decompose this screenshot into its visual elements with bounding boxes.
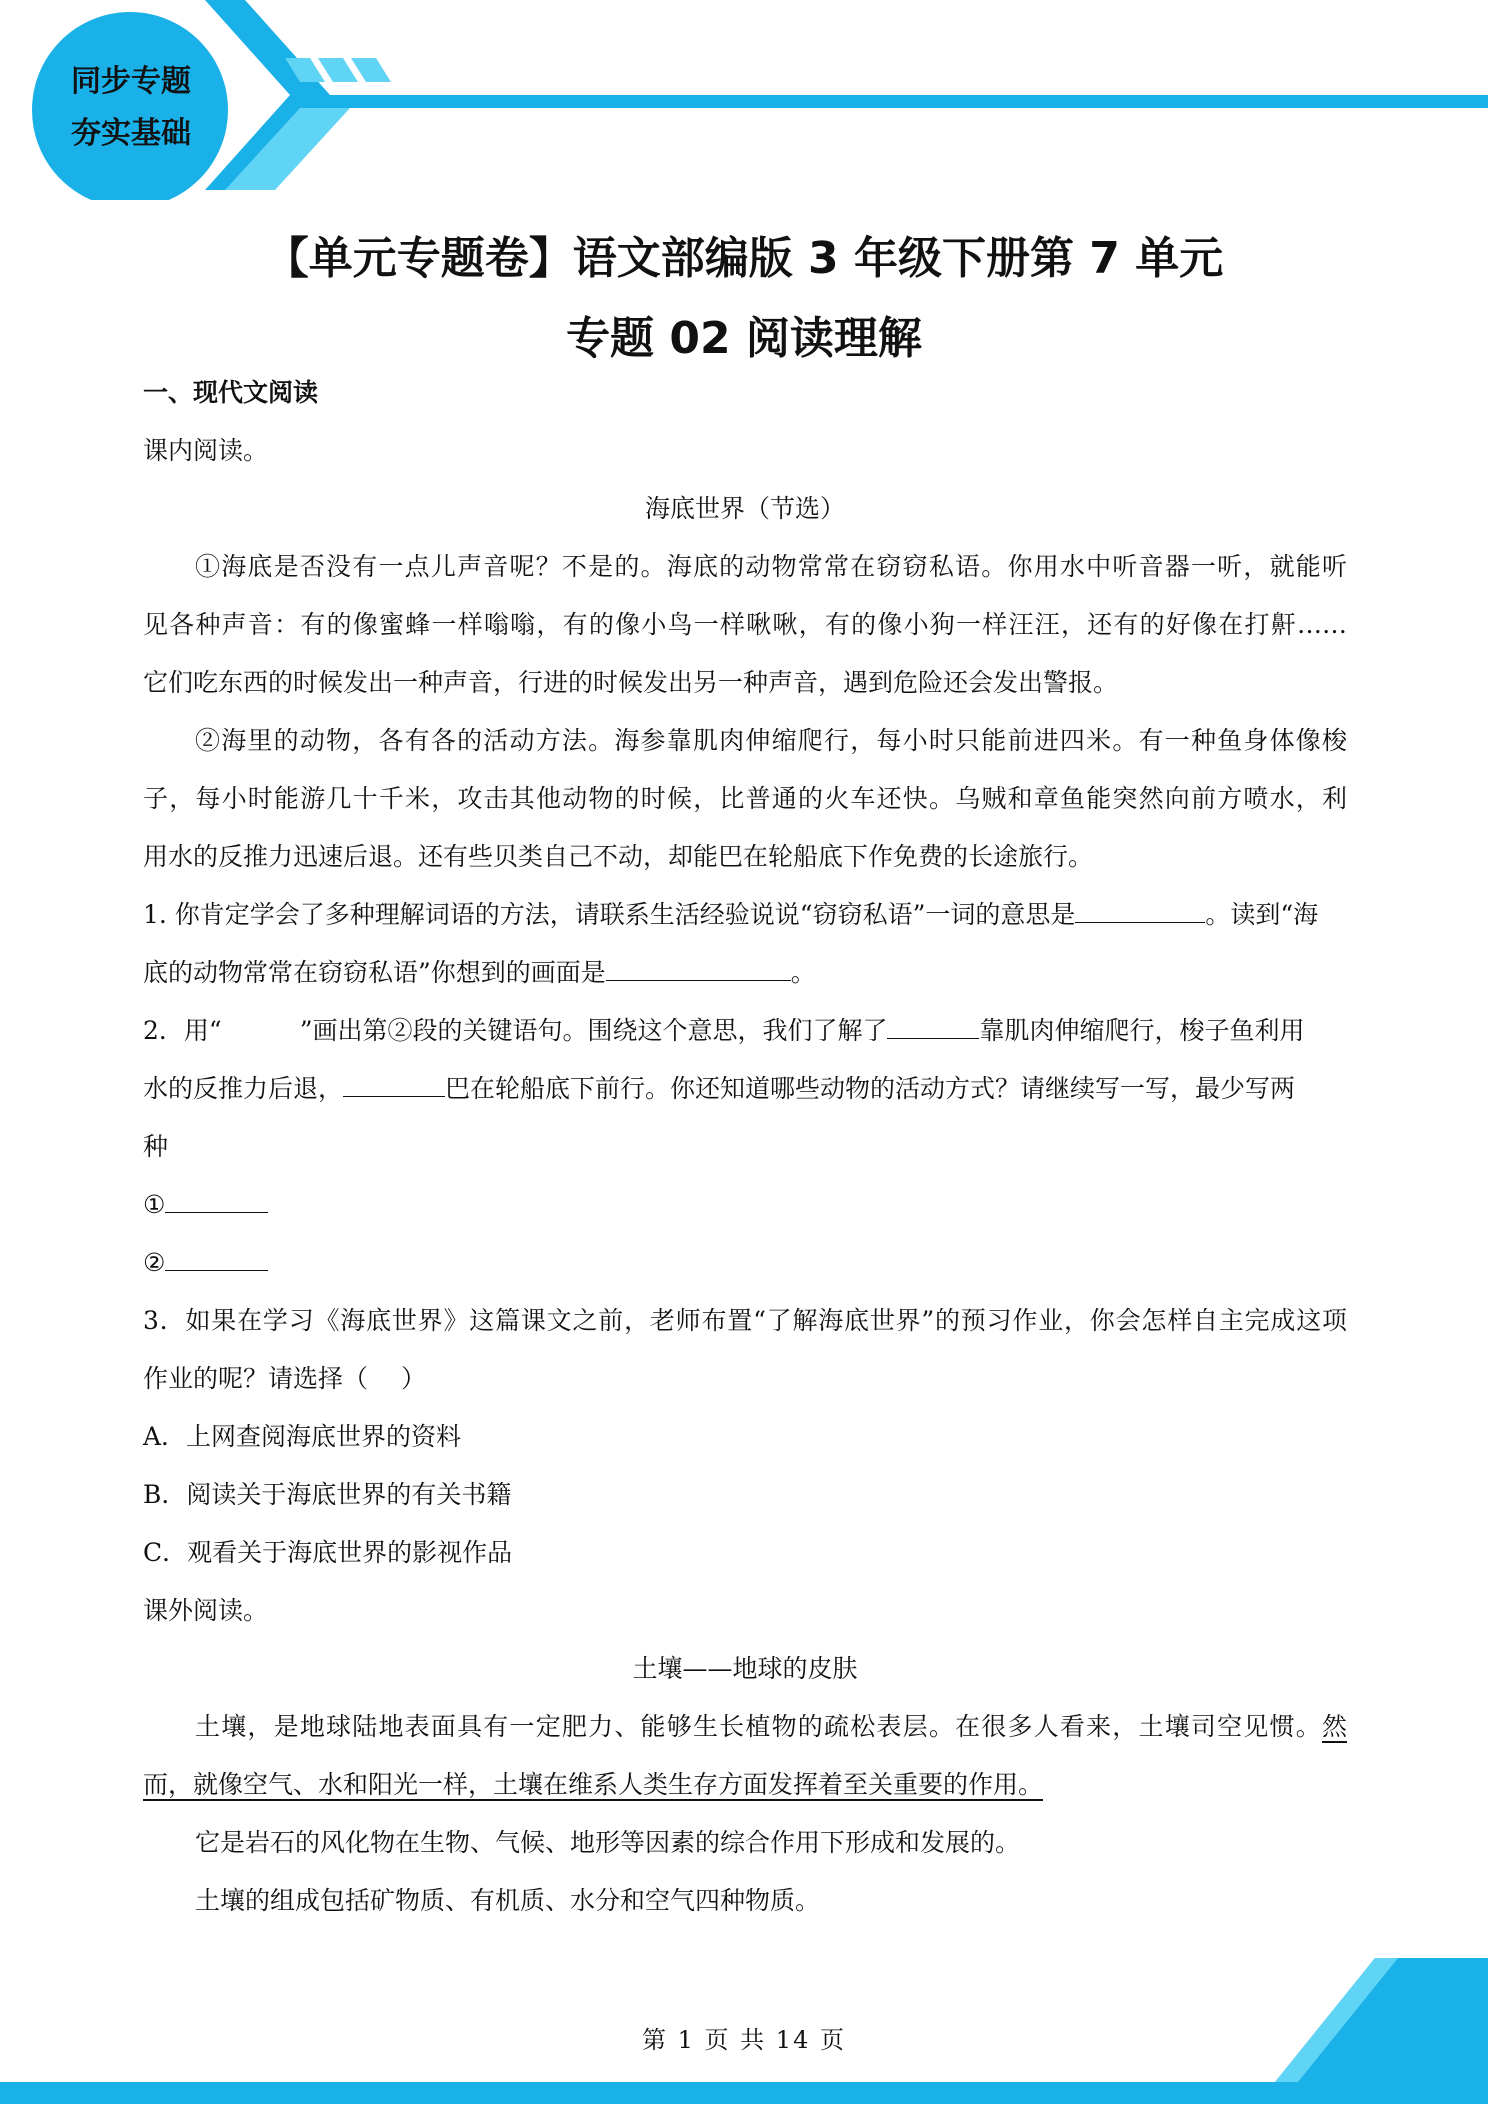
q2-answer-blank-1[interactable] [887, 1016, 979, 1039]
passage1-paragraph2 [143, 712, 1347, 886]
p3-underlined-text: 而，就像空气、水和阳光一样，土壤在维系人类生存方面发挥着至关重要的作用。 [143, 1770, 1044, 1799]
q2-answer-blank-3[interactable] [165, 1190, 268, 1213]
q3-text: 3．如果在学习《海底世界》这篇课文之前，老师布置“了解海底世界”的预习作业，你会怎样自主完成这项 [143, 1306, 1347, 1335]
question-3 [143, 1292, 1347, 1582]
q1-text: 。读到“海 [1205, 900, 1319, 929]
header-badge [36, 28, 226, 188]
intro-out-class: 课外阅读。 [143, 1596, 269, 1625]
q1-answer-blank-1[interactable] [1075, 900, 1205, 923]
q3-option-c[interactable]: C．观看关于海底世界的影视作品 [143, 1538, 513, 1567]
q2-answer-blank-2[interactable] [343, 1074, 445, 1097]
passage2-paragraph3: 土壤的组成包括矿物质、有机质、水分和空气四种物质。 [195, 1886, 821, 1915]
q2-option-label: ① [143, 1190, 166, 1219]
document-subtitle: 专题 02 阅读理解 [566, 313, 922, 364]
p2-line: 用水的反推力迅速后退。还有些贝类自己不动，却能巴在轮船底下作免费的长途旅行。 [143, 842, 1094, 871]
p1-line: 见各种声音：有的像蜜蜂一样嗡嗡，有的像小鸟一样啾啾，有的像小狗一样汪汪，还有的好像在打鼾…… [143, 610, 1347, 639]
q2-answer-blank-4[interactable] [165, 1248, 268, 1271]
q2-text: 水的反推力后退， [143, 1074, 344, 1103]
page-number: 第 1 页 共 14 页 [642, 2026, 846, 2054]
p2-line: ②海里的动物，各有各的活动方法。海参靠肌肉伸缩爬行，每小时只能前进四米。有一种鱼身体像梭 [195, 726, 1347, 755]
passage2-title: 土壤——地球的皮肤 [632, 1654, 858, 1683]
intro-in-class: 课内阅读。 [143, 436, 269, 465]
passage2-paragraph1 [143, 1698, 1347, 1814]
q1-text: 底的动物常常在窃窃私语”你想到的画面是 [143, 958, 606, 987]
q2-text: 靠肌肉伸缩爬行，梭子鱼利用 [979, 1016, 1305, 1045]
p1-line: 它们吃东西的时候发出一种声音，行进的时候发出另一种声音，遇到危险还会发出警报。 [143, 668, 1119, 697]
q3-option-a[interactable]: A．上网查阅海底世界的资料 [143, 1422, 462, 1451]
q2-text: ”画出第②段的关键语句。围绕这个意思，我们了解了 [299, 1016, 888, 1045]
q3-text: 作业的呢？请选择（ ） [143, 1364, 426, 1393]
passage1-paragraph1 [143, 538, 1347, 712]
question-1 [143, 886, 1347, 1002]
q2-text: 2．用“ [143, 1016, 222, 1045]
p3-text: 土壤，是地球陆地表面具有一定肥力、能够生长植物的疏松表层。在很多人看来，土壤司空见惯。 [195, 1712, 1322, 1741]
wavy-line-sample [222, 1002, 300, 1024]
passage2-paragraph2: 它是岩石的风化物在生物、气候、地形等因素的综合作用下形成和发展的。 [195, 1828, 1021, 1857]
badge-line-2: 夯实基础 [71, 116, 191, 151]
badge-line-1: 同步专题 [71, 64, 191, 99]
q3-option-b[interactable]: B．阅读关于海底世界的有关书籍 [143, 1480, 512, 1509]
p2-line: 子，每小时能游几十千米，攻击其他动物的时候，比普通的火车还快。乌贼和章鱼能突然向前方喷水，利 [143, 784, 1347, 813]
document-body [143, 364, 1347, 1930]
q2-text: 种 [143, 1132, 169, 1161]
question-2 [143, 1002, 1347, 1292]
document-title: 【单元专题卷】语文部编版 3 年级下册第 7 单元 [264, 233, 1224, 284]
p3-underlined-text: 然 [1321, 1712, 1347, 1741]
p1-line: ①海底是否没有一点儿声音呢？不是的。海底的动物常常在窃窃私语。你用水中听音器一听，就能听 [195, 552, 1347, 581]
section-heading: 一、现代文阅读 [143, 378, 319, 407]
q1-answer-blank-2[interactable] [606, 958, 791, 981]
q1-text: 1. 你肯定学会了多种理解词语的方法，请联系生活经验说说“窃窃私语”一词的意思是 [143, 900, 1076, 929]
q2-option-label: ② [143, 1248, 166, 1277]
passage1-title: 海底世界（节选） [644, 494, 845, 523]
q2-text: 巴在轮船底下前行。你还知道哪些动物的活动方式？请继续写一写，最少写两 [445, 1074, 1296, 1103]
q1-text: 。 [790, 958, 816, 987]
